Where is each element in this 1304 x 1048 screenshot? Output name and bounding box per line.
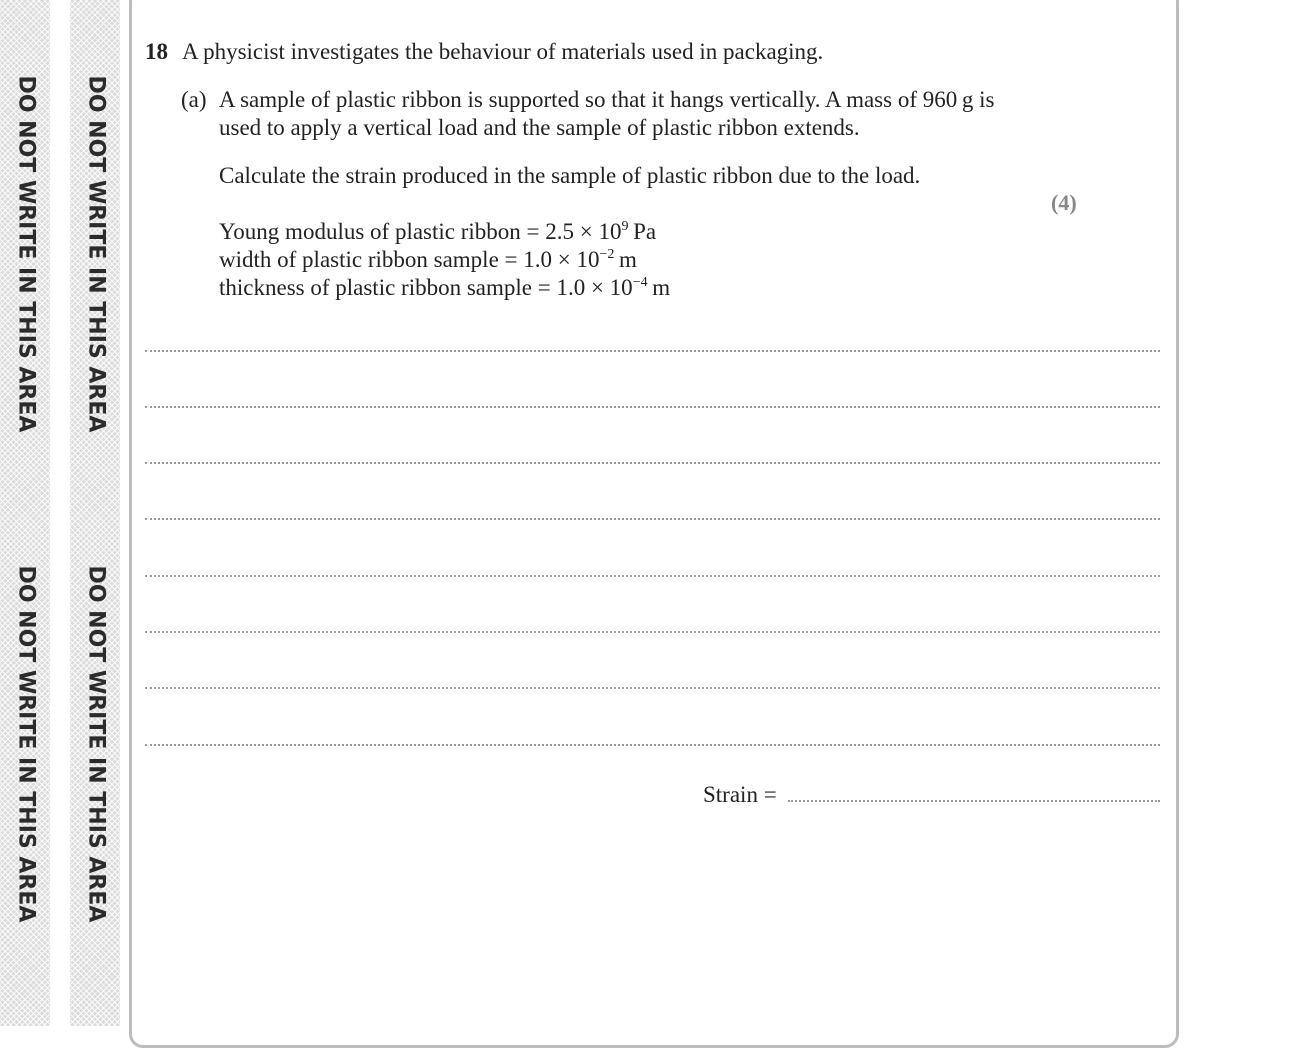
working-line[interactable] xyxy=(145,575,1160,577)
margin-warning-inner-top: DO NOT WRITE IN THIS AREA xyxy=(83,75,109,433)
part-a-label: (a) xyxy=(181,87,207,112)
marks-indicator: (4) xyxy=(1051,190,1077,215)
working-line[interactable] xyxy=(145,687,1160,689)
part-a-line-1: A sample of plastic ribbon is supported so that it hangs vertically. A mass of 960 g is xyxy=(219,87,995,112)
width-line: width of plastic ribbon sample = $1.0 \times 10^{-2}$ m xyxy=(219,247,637,272)
working-line[interactable] xyxy=(145,744,1160,746)
working-line[interactable] xyxy=(145,518,1160,520)
margin-warning-outer-top: DO NOT WRITE IN THIS AREA xyxy=(13,75,39,433)
working-line[interactable] xyxy=(145,462,1160,464)
answer-frame xyxy=(129,0,1179,1048)
margin-warning-inner-bottom: DO NOT WRITE IN THIS AREA xyxy=(83,565,109,923)
part-a-line-2: used to apply a vertical load and the sample of plastic ribbon extends. xyxy=(219,115,860,140)
question-stem: A physicist investigates the behaviour of materials used in packaging. xyxy=(182,39,824,64)
young-modulus-line: Young modulus of plastic ribbon = $2.5 \times 10^9$ Pa xyxy=(219,219,657,244)
question-number: 18 xyxy=(145,39,168,64)
strain-answer-line[interactable] xyxy=(788,800,1160,802)
margin-warning-outer-bottom: DO NOT WRITE IN THIS AREA xyxy=(13,565,39,923)
working-line[interactable] xyxy=(145,406,1160,408)
working-line[interactable] xyxy=(145,631,1160,633)
thickness-line: thickness of plastic ribbon sample = $1.0 \times 10^{-4}$ m xyxy=(219,275,671,300)
working-line[interactable] xyxy=(145,350,1160,352)
strain-answer-label: Strain = xyxy=(703,782,777,807)
part-a-instruction: Calculate the strain produced in the sample of plastic ribbon due to the load. xyxy=(219,163,921,188)
